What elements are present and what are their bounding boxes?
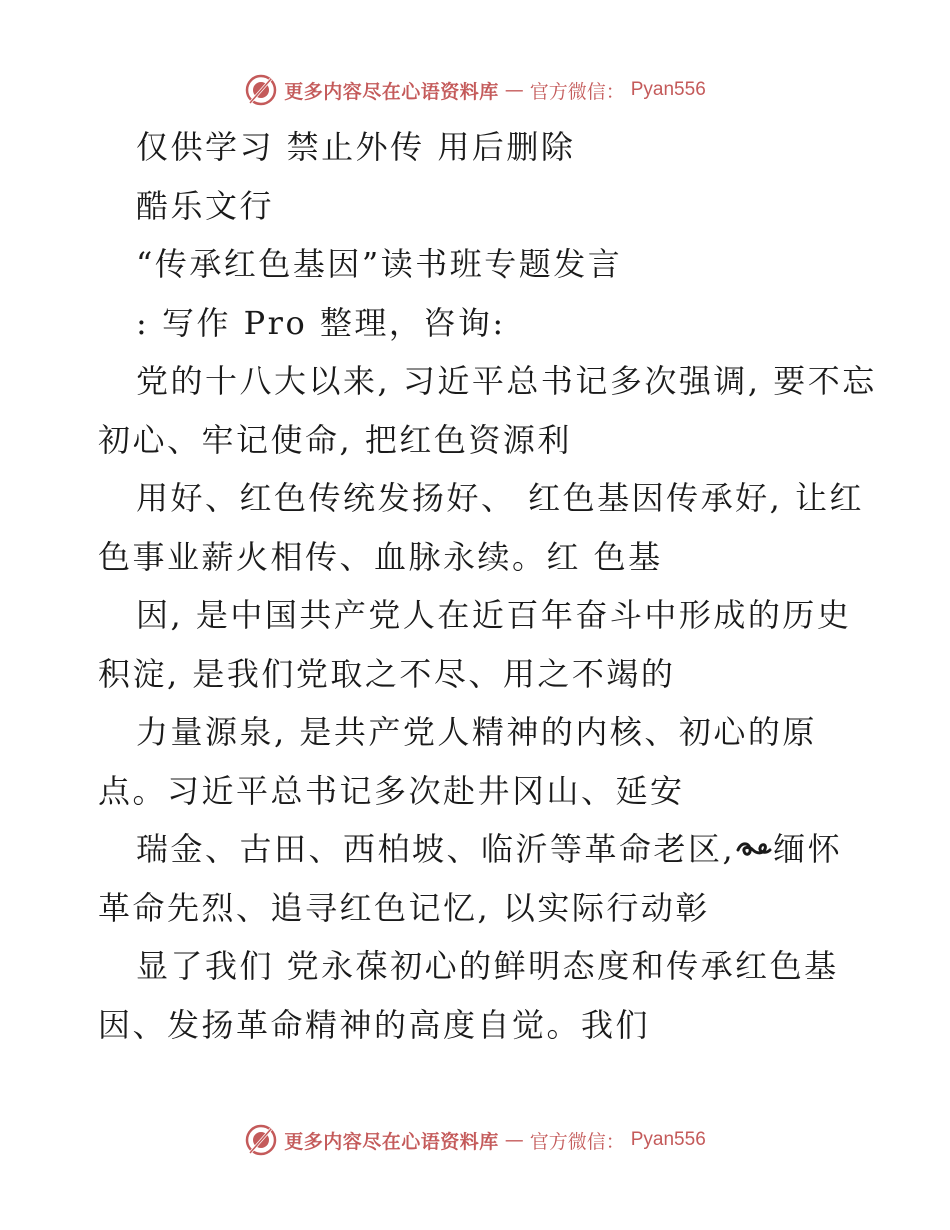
text-line: 初心、牢记使命, 把红色资源利 (98, 420, 572, 459)
watermark-site-text: 更多内容尽在心语资料库 (284, 1130, 499, 1153)
text-line: 仅供学习 禁止外传 用后删除 (136, 128, 576, 166)
text-line: 用好、红色传统发扬好、 红色基因传承好, 让红 (136, 479, 865, 517)
text-line: 力量源泉, 是共产党人精神的内核、初心的原 (136, 713, 817, 751)
text-line (98, 820, 858, 879)
text-line: 色事业薪火相传、血脉永续。红 色基 (98, 537, 663, 576)
text-line: 因、发扬革命精神的高度自觉。我们 (98, 1005, 651, 1044)
watermark-official-label: 官方微信： (529, 1130, 625, 1153)
watermark-site-text: 更多内容尽在心语资料库 (284, 80, 499, 103)
document-body (98, 118, 877, 1054)
quill-logo-icon (244, 1123, 278, 1157)
text-line: “传承红色基因”读书班专题发言 (136, 245, 623, 283)
watermark-separator: — (504, 1129, 524, 1151)
text-line: 革命先烈、追寻红色记忆, 以实际行动彰 (98, 888, 710, 927)
text-line: : 写作 Pro 整理，咨询: (136, 303, 506, 342)
quill-logo-icon (244, 73, 278, 107)
watermark-official-label: 官方微信： (529, 80, 625, 103)
text-line: 酷乐文行 (136, 186, 275, 225)
text-line: 党的十八大以来, 习近平总书记多次强调, 要不忘 (136, 362, 877, 400)
text-line: 积淀, 是我们党取之不尽、用之不竭的 (98, 654, 676, 693)
watermark-account-id: Pyan556 (630, 79, 706, 100)
text-line: 点。习近平总书记多次赴井冈山、延安 (98, 771, 685, 810)
footer-watermark (0, 1122, 950, 1158)
header-watermark (0, 72, 950, 108)
text-segment: 缅怀 (773, 830, 843, 868)
watermark-separator: — (504, 79, 524, 101)
text-line: 因, 是中国共产党人在近百年奋斗中形成的历史 (136, 596, 852, 634)
text-line: 显了我们 党永葆初心的鲜明态度和传承红色基 (136, 947, 839, 985)
swirl-glyph-icon (735, 838, 773, 862)
watermark-account-id: Pyan556 (630, 1129, 706, 1150)
text-segment: 瑞金、古田、西柏坡、临沂等革命老区, (136, 830, 736, 868)
